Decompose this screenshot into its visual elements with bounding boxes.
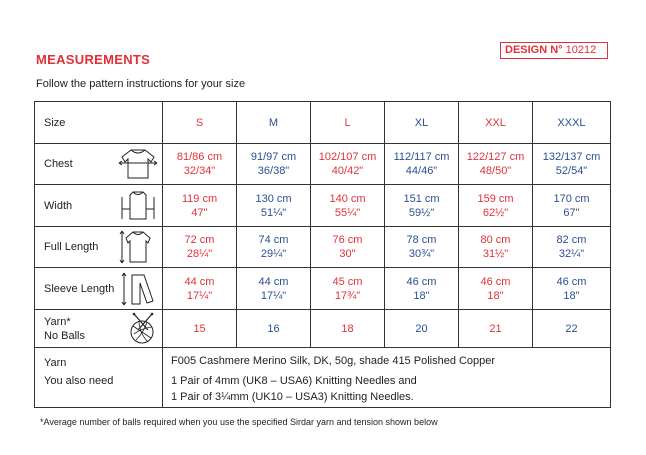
width-row	[35, 185, 611, 227]
balls-xl: 20	[385, 310, 459, 348]
sleeve-length-label: Sleeve Length	[44, 282, 115, 295]
size-xxxl: XXXL	[533, 102, 611, 144]
width-s: 119 cm 47"	[163, 185, 237, 227]
balls-xxl: 21	[459, 310, 533, 348]
full-length-s: 72 cm 28¼"	[163, 227, 237, 268]
sleeve-length-xl: 46 cm 18"	[385, 268, 459, 310]
subtitle: Follow the pattern instructions for your size	[36, 78, 246, 90]
width-m: 130 cm 51¼"	[237, 185, 311, 227]
chest-label-cell	[35, 144, 163, 185]
full-length-xl: 78 cm 30¾"	[385, 227, 459, 268]
balls-l: 18	[311, 310, 385, 348]
full-length-label-cell	[35, 227, 163, 268]
sleeve-length-s: 44 cm 17¼"	[163, 268, 237, 310]
measurements-table	[34, 101, 611, 408]
size-m: M	[237, 102, 311, 144]
chest-xxxl: 132/137 cm 52/54"	[533, 144, 611, 185]
size-s: S	[163, 102, 237, 144]
chest-l: 102/107 cm 40/42"	[311, 144, 385, 185]
chest-label: Chest	[44, 158, 73, 170]
design-number: 10212	[565, 44, 597, 56]
page-title: MEASUREMENTS	[36, 52, 151, 67]
size-l: L	[311, 102, 385, 144]
chest-row	[35, 144, 611, 185]
yarn-asterisk-label: Yarn*	[44, 315, 71, 328]
width-xxl: 159 cm 62½"	[459, 185, 533, 227]
width-label: Width	[44, 199, 73, 212]
width-xxxl: 170 cm 67"	[533, 185, 611, 227]
width-label-cell	[35, 185, 163, 227]
footnote: *Average number of balls required when you use the specified Sirdar yarn and tension shown below	[40, 417, 438, 427]
yarn-label: Yarn	[44, 357, 67, 369]
sleeve-length-m: 44 cm 17¼"	[237, 268, 311, 310]
size-row	[35, 102, 611, 144]
full-length-l: 76 cm 30"	[311, 227, 385, 268]
needles-line-2: 1 Pair of 3¼mm (UK10 – USA3) Knitting Needles.	[171, 391, 414, 403]
balls-xxxl: 22	[533, 310, 611, 348]
design-label: DESIGN N°	[505, 44, 563, 56]
full-length-label: Full Length	[44, 241, 99, 253]
chest-xxl: 122/127 cm 48/50"	[459, 144, 533, 185]
sleeve-length-xxl: 46 cm 18"	[459, 268, 533, 310]
needles-line-1: 1 Pair of 4mm (UK8 – USA6) Knitting Needles and	[171, 375, 417, 387]
full-length-xxxl: 82 cm 32¼"	[533, 227, 611, 268]
width-l: 140 cm 55¼"	[311, 185, 385, 227]
balls-s: 15	[163, 310, 237, 348]
chest-icon	[118, 147, 158, 181]
yarn-ball-icon	[126, 312, 158, 346]
width-xl: 151 cm 59½"	[385, 185, 459, 227]
balls-label-cell	[35, 310, 163, 348]
yarn-row	[35, 348, 611, 408]
no-balls-label: No Balls	[44, 329, 85, 342]
sleeve-length-row	[35, 268, 611, 310]
size-xxl: XXL	[459, 102, 533, 144]
full-length-icon	[118, 229, 158, 265]
width-icon	[118, 189, 158, 223]
full-length-row	[35, 227, 611, 268]
sleeve-length-label-cell	[35, 268, 163, 310]
chest-m: 91/97 cm 36/38"	[237, 144, 311, 185]
yarn-label-cell	[35, 348, 163, 408]
chest-xl: 112/117 cm 44/46"	[385, 144, 459, 185]
design-number-box	[500, 42, 608, 59]
sleeve-length-l: 45 cm 17¾"	[311, 268, 385, 310]
size-label: Size	[35, 102, 163, 144]
full-length-xxl: 80 cm 31½"	[459, 227, 533, 268]
sleeve-length-xxxl: 46 cm 18"	[533, 268, 611, 310]
balls-m: 16	[237, 310, 311, 348]
yarn-details-cell	[163, 348, 611, 408]
you-also-need-label: You also need	[44, 375, 114, 387]
full-length-m: 74 cm 29¼"	[237, 227, 311, 268]
balls-row	[35, 310, 611, 348]
sleeve-length-icon	[118, 271, 158, 307]
size-xl: XL	[385, 102, 459, 144]
yarn-description: F005 Cashmere Merino Silk, DK, 50g, shade 415 Polished Copper	[171, 355, 496, 367]
chest-s: 81/86 cm 32/34"	[163, 144, 237, 185]
